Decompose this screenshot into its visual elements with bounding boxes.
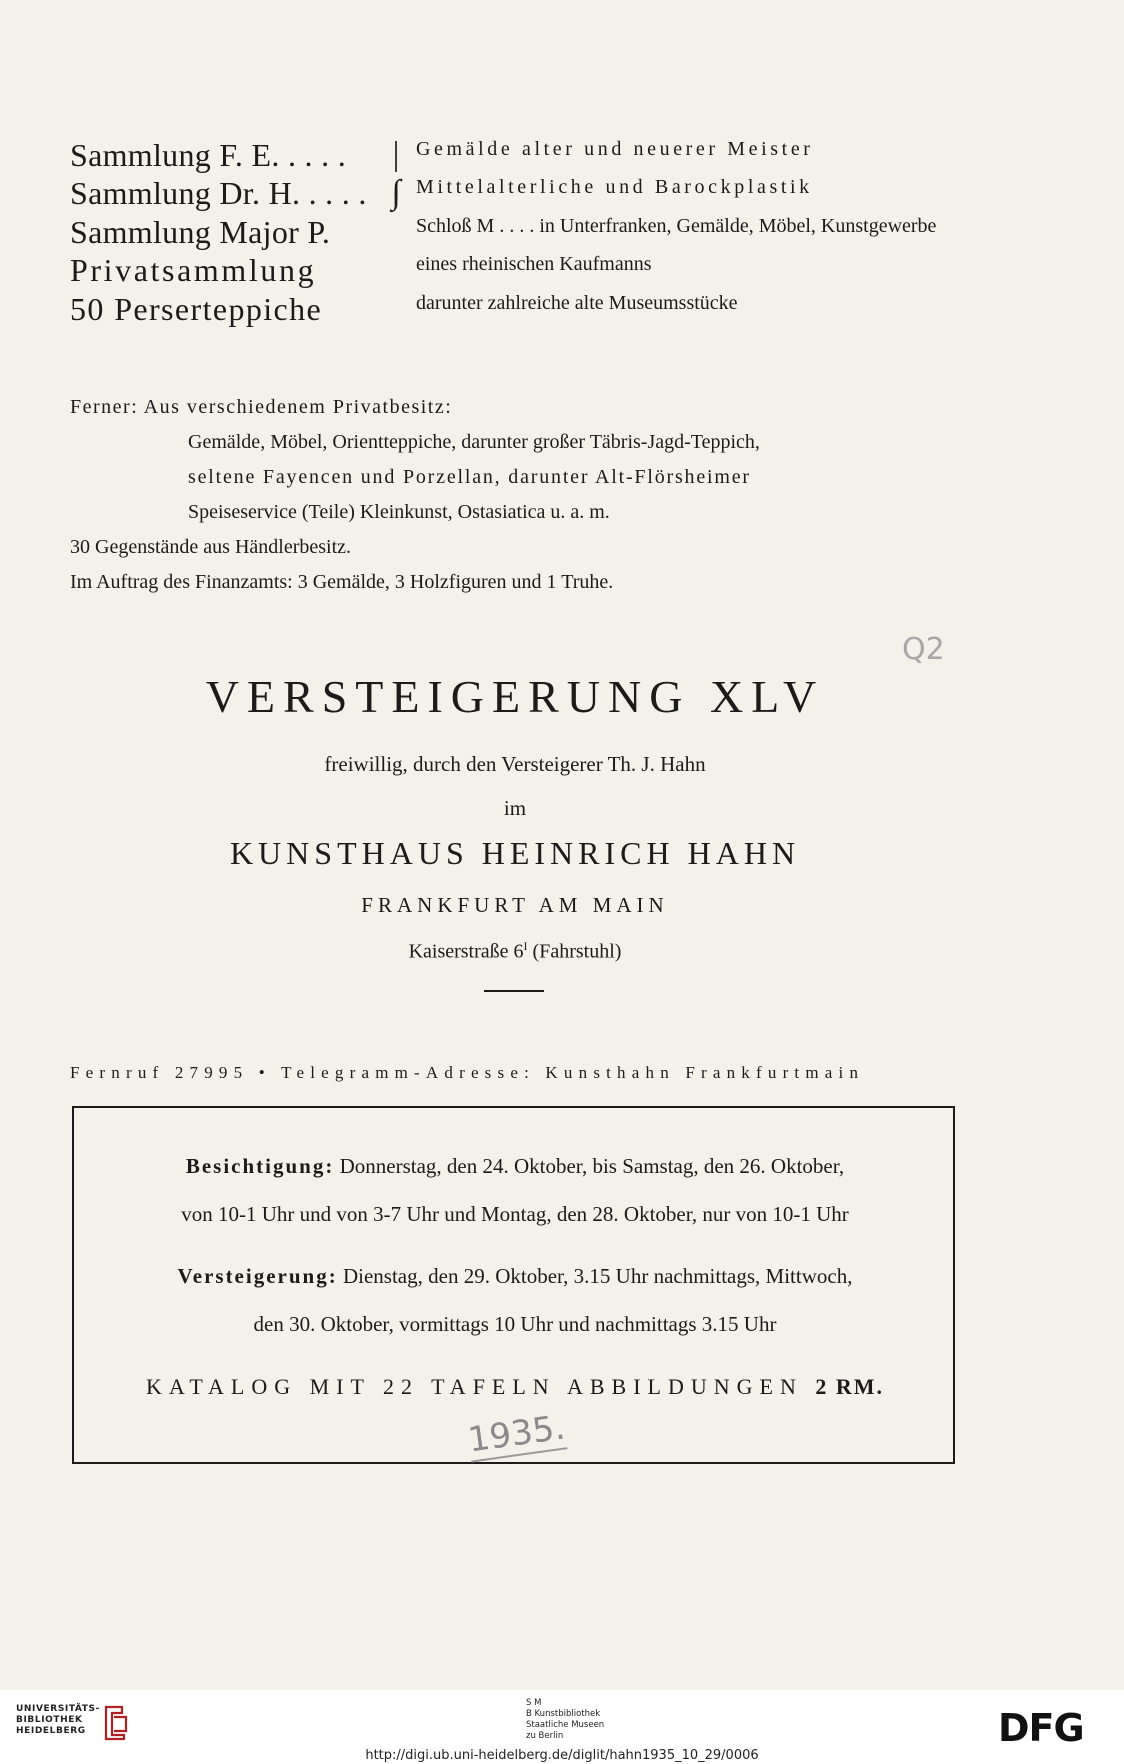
tax-office-items: Im Auftrag des Finanzamts: 3 Gemälde, 3 Holzfiguren und 1 Truhe. [70, 571, 614, 593]
collection-description: darunter zahlreiche alte Museumsstücke [416, 291, 738, 314]
collections-list [70, 136, 960, 328]
collection-description: Mittelalterliche und Barockplastik [416, 176, 813, 199]
pencil-year-note: 1935. [465, 1407, 568, 1461]
ub-logo-line: UNIVERSITÄTS- [16, 1704, 100, 1714]
auction-title: VERSTEIGERUNG XLV [205, 671, 825, 722]
source-url-link[interactable]: http://digi.ub.uni-heidelberg.de/diglit/hahn1935_10_29/0006 [365, 1748, 759, 1763]
dfg-logo[interactable]: DFG [998, 1706, 1084, 1750]
collection-row [70, 174, 960, 212]
divider-rule [484, 990, 544, 992]
street-name: Kaiserstraße 6 [408, 940, 524, 963]
collection-name: Sammlung Dr. H. . . . . [70, 175, 367, 212]
viewing-label: Besichtigung: [185, 1154, 335, 1178]
pencil-shelf-mark: Q2 [902, 632, 945, 667]
smb-logo-line: zu Berlin [526, 1731, 564, 1741]
catalog-text: KATALOG MIT 22 TAFELN ABBILDUNGEN [145, 1374, 816, 1399]
collection-brace: ∫ [391, 174, 401, 212]
collection-description: Gemälde alter und neuerer Meister [416, 138, 814, 160]
collection-name: 50 Perserteppiche [70, 290, 323, 327]
contact-line: Fernruf 27995 • Telegramm-Adresse: Kunsthahn Frankfurtmain [70, 1063, 865, 1082]
viewing-line-1 [102, 1154, 928, 1179]
ferner-heading: Ferner: Aus verschiedenem Privatbesitz: [70, 396, 453, 418]
collection-row [70, 213, 960, 251]
collection-description: eines rheinischen Kaufmanns [416, 253, 652, 276]
smb-logo-line: S M [526, 1698, 542, 1708]
street-note: (Fahrstuhl) [527, 940, 622, 963]
auction-house: KUNSTHAUS HEINRICH HAHN [229, 835, 801, 871]
collection-description: Schloß M . . . . in Unterfranken, Gemälde, Möbel, Kunstgewerbe [416, 214, 937, 237]
collection-name: Privatsammlung [70, 252, 317, 289]
viewing-dates: Donnerstag, den 24. Oktober, bis Samstag, den 26. Oktober, [334, 1154, 845, 1178]
catalog-info [102, 1374, 928, 1400]
dealer-items: 30 Gegenstände aus Händlerbesitz. [70, 536, 352, 558]
digitization-footer [0, 1690, 1124, 1764]
ferner-line: Gemälde, Möbel, Orientteppiche, darunter großer Täbris-Jagd-Teppich, [188, 431, 760, 453]
auction-dates: Dienstag, den 29. Oktober, 3.15 Uhr nachmittags, Mittwoch, [337, 1264, 853, 1288]
schedule-box [72, 1106, 955, 1464]
smb-kunstbibliothek-logo[interactable] [526, 1698, 604, 1742]
auction-dates-line-1 [102, 1264, 928, 1289]
ub-heidelberg-logo[interactable] [16, 1704, 100, 1737]
auction-im: im [503, 796, 527, 820]
collection-name: Sammlung Major P. [70, 213, 331, 250]
collection-row [70, 136, 960, 174]
ferner-line: Speiseservice (Teile) Kleinkunst, Ostasiatica u. a. m. [188, 501, 610, 523]
ub-logo-line: BIBLIOTHEK [16, 1715, 83, 1725]
smb-logo-line: Staatliche Museen [526, 1720, 605, 1730]
collection-name: Sammlung F. E. . . . . [70, 137, 347, 173]
collection-brace: | [392, 136, 400, 173]
street-floor: I [523, 939, 528, 953]
smb-logo-line: B Kunstbibliothek [526, 1709, 601, 1719]
auction-dates-label: Versteigerung: [177, 1264, 338, 1288]
ub-logo-line: HEIDELBERG [16, 1726, 86, 1736]
auction-dates-line-2: den 30. Oktober, vormittags 10 Uhr und nachmittags 3.15 Uhr [253, 1312, 777, 1336]
collection-row [70, 251, 960, 289]
additional-items [70, 390, 960, 600]
collection-row [70, 290, 960, 328]
auction-city: FRANKFURT AM MAIN [361, 893, 669, 917]
viewing-line-2: von 10-1 Uhr und von 3-7 Uhr und Montag, den 28. Oktober, nur von 10-1 Uhr [181, 1202, 849, 1226]
auction-subtitle: freiwillig, durch den Versteigerer Th. J. Hahn [324, 752, 706, 776]
catalog-price: 2 RM. [815, 1374, 885, 1399]
ub-emblem-icon [100, 1703, 130, 1743]
auction-address [0, 939, 1030, 964]
ferner-line: seltene Fayencen und Porzellan, darunter Alt-Flörsheimer [188, 466, 751, 488]
